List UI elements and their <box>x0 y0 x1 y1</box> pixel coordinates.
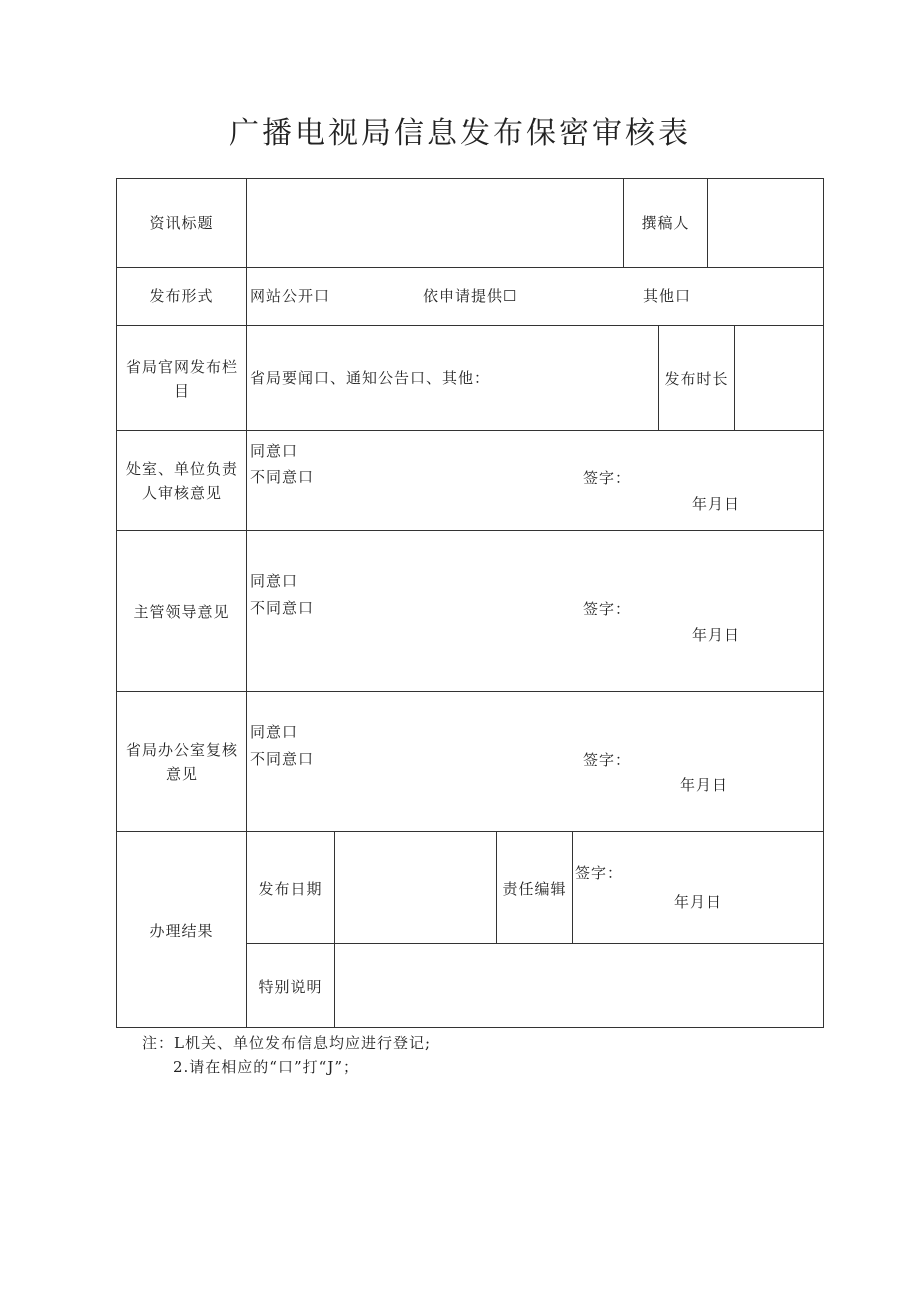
column-divider <box>707 178 708 267</box>
note-line-2: 2.请在相应的“口”打“J”； <box>173 1058 359 1076</box>
publish-date-label: 发布日期 <box>258 880 323 898</box>
row-divider <box>116 691 824 692</box>
dept-agree: 同意口 <box>250 442 299 460</box>
editor-date: 年月日 <box>674 893 723 911</box>
leader-sign: 签字： <box>583 600 632 618</box>
special-note-label: 特别说明 <box>258 978 323 996</box>
row-divider <box>116 430 824 431</box>
info-title-label: 资讯标题 <box>149 214 214 232</box>
row-divider <box>116 325 824 326</box>
office-agree: 同意口 <box>250 723 299 741</box>
row-divider <box>116 831 824 832</box>
dept-opinion-label: 处室、单位负责人审核意见 <box>125 460 238 502</box>
office-date: 年月日 <box>680 776 729 794</box>
office-sign: 签字： <box>583 751 632 769</box>
option-website-public: 网站公开口 <box>250 287 331 305</box>
row-divider <box>246 943 824 944</box>
office-opinion-label: 省局办公室复核意见 <box>125 741 238 783</box>
column-label: 省局官网发布栏目 <box>125 358 238 400</box>
dept-date: 年月日 <box>692 495 741 513</box>
leader-disagree: 不同意口 <box>250 599 315 617</box>
note-line-1: 注：L机关、单位发布信息均应进行登记; <box>142 1034 432 1052</box>
duration-label: 发布时长 <box>664 370 729 388</box>
dept-disagree: 不同意口 <box>250 468 315 486</box>
option-other: 其他口 <box>643 287 692 305</box>
page-title: 广播电视局信息发布保密审核表 <box>229 116 691 151</box>
leader-date: 年月日 <box>692 626 741 644</box>
office-disagree: 不同意口 <box>250 750 315 768</box>
editor-sign: 签字： <box>575 864 624 882</box>
result-label: 办理结果 <box>149 922 214 940</box>
column-options: 省局要闻口、通知公告口、其他： <box>250 369 491 387</box>
column-divider <box>734 325 735 430</box>
publish-form-label: 发布形式 <box>149 287 214 305</box>
dept-sign: 签字： <box>583 469 632 487</box>
column-divider <box>572 831 573 943</box>
option-on-request: 依申请提供☐ <box>423 287 518 305</box>
editor-label: 责任编辑 <box>502 880 567 898</box>
leader-opinion-label: 主管领导意见 <box>133 603 230 621</box>
column-divider <box>334 831 335 1028</box>
row-divider <box>116 267 824 268</box>
author-label: 撰稿人 <box>641 214 690 232</box>
leader-agree: 同意口 <box>250 572 299 590</box>
row-divider <box>116 530 824 531</box>
